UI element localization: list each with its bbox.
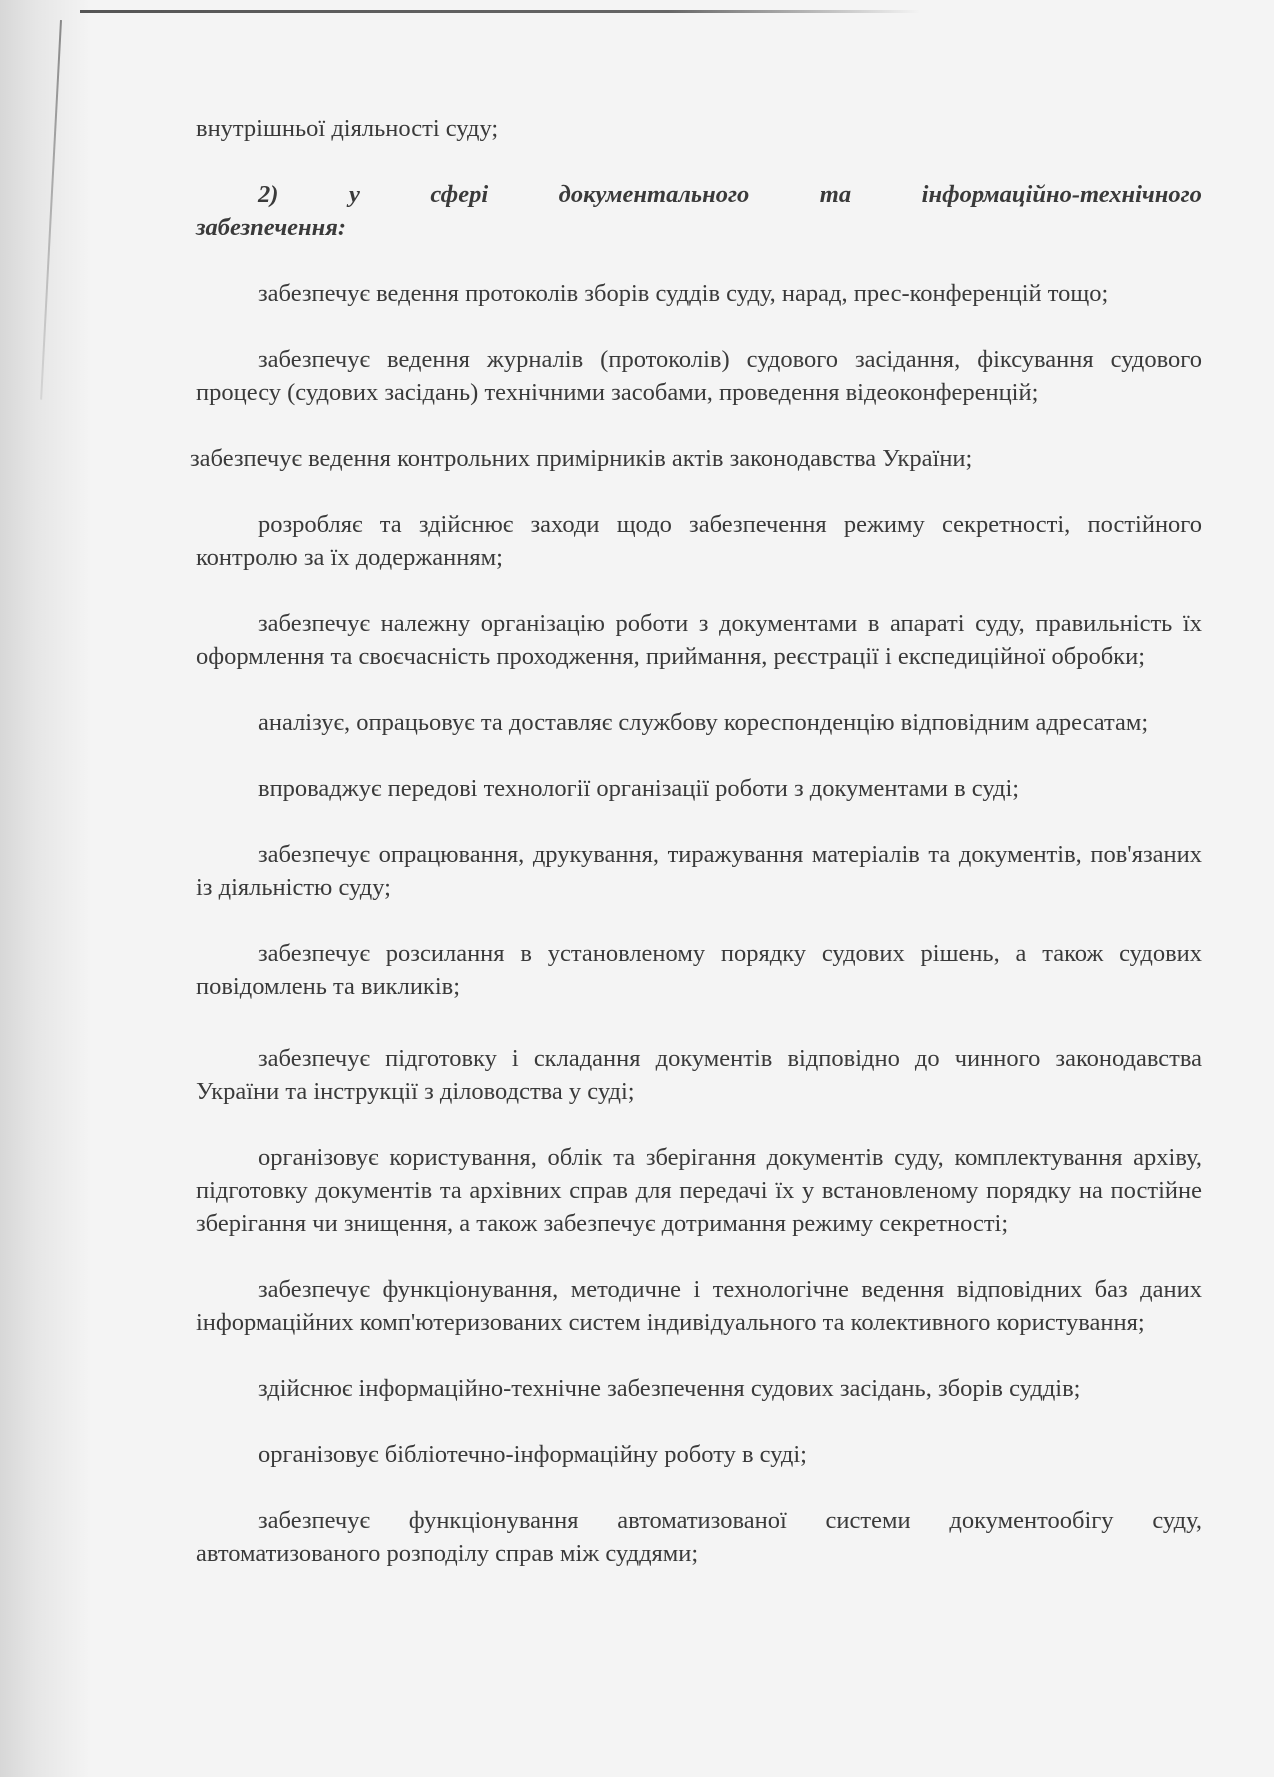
paragraph: аналізує, опрацьовує та доставляє службову кореспонденцію відповідним адресатам; [258,709,1149,736]
paragraph: забезпечує ведення журналів (протоколів) судового засідання, фіксування судового процесу (судових засідань) технічними засобами, проведення відеоконференцій; [196,346,1202,406]
paragraph: впроваджує передові технології організації роботи з документами в суді; [258,775,1020,802]
paragraph: забезпечує належну організацію роботи з документами в апараті суду, правильність їх оформлення та своєчасність проходження, приймання, реєстрації і експедиційної обробки; [196,610,1202,670]
paragraph: розробляє та здійснює заходи щодо забезпечення режиму секретності, постійного контролю за їх додержанням; [196,511,1202,571]
heading-word: документального [558,181,750,208]
paragraph: організовує користування, облік та зберігання документів суду, комплектування архіву, підготовку документів та архівних справ для передачі їх у встановленому порядку на постійне зберігання чи знищення, а також забезпечує дотримання режиму секретності; [196,1144,1202,1237]
paragraph: забезпечує опрацювання, друкування, тиражування матеріалів та документів, пов'язаних із діяльністю суду; [196,841,1202,901]
page-shadow [0,0,90,1777]
paragraph: забезпечує підготовку і складання документів відповідно до чинного законодавства України та інструкції з діловодства у суді; [196,1045,1202,1105]
heading-word: сфері [430,181,489,208]
paragraph: здійснює інформаційно-технічне забезпечення судових засідань, зборів суддів; [258,1375,1081,1402]
heading-word: у [348,181,360,208]
paragraph: забезпечує ведення протоколів зборів суддів суду, нарад, прес-конференцій тощо; [258,280,1109,307]
section-heading-line [196,178,1202,211]
paragraph: забезпечує розсилання в установленому порядку судових рішень, а також судових повідомлень та викликів; [196,940,1202,1000]
paragraph: забезпечує функціонування автоматизованої системи документообігу суду, автоматизованого розподілу справ між суддями; [196,1507,1202,1567]
paragraph-continuation: внутрішньої діяльності суду; [196,115,499,142]
heading-word: інформаційно-технічного [921,181,1202,208]
section-number: 2) [258,181,279,208]
paragraph: забезпечує ведення контрольних примірників актів законодавства України; [190,445,973,472]
paragraph: організовує бібліотечно-інформаційну роботу в суді; [258,1441,807,1468]
paragraph: забезпечує функціонування, методичне і технологічне ведення відповідних баз даних інформаційних комп'ютеризованих систем індивідуального та колективного користування; [196,1276,1202,1336]
document-body [190,112,1202,1570]
heading-word: забезпечення: [196,214,347,241]
section-heading [196,178,1202,244]
page-top-edge [80,10,920,13]
heading-word: та [819,181,852,208]
